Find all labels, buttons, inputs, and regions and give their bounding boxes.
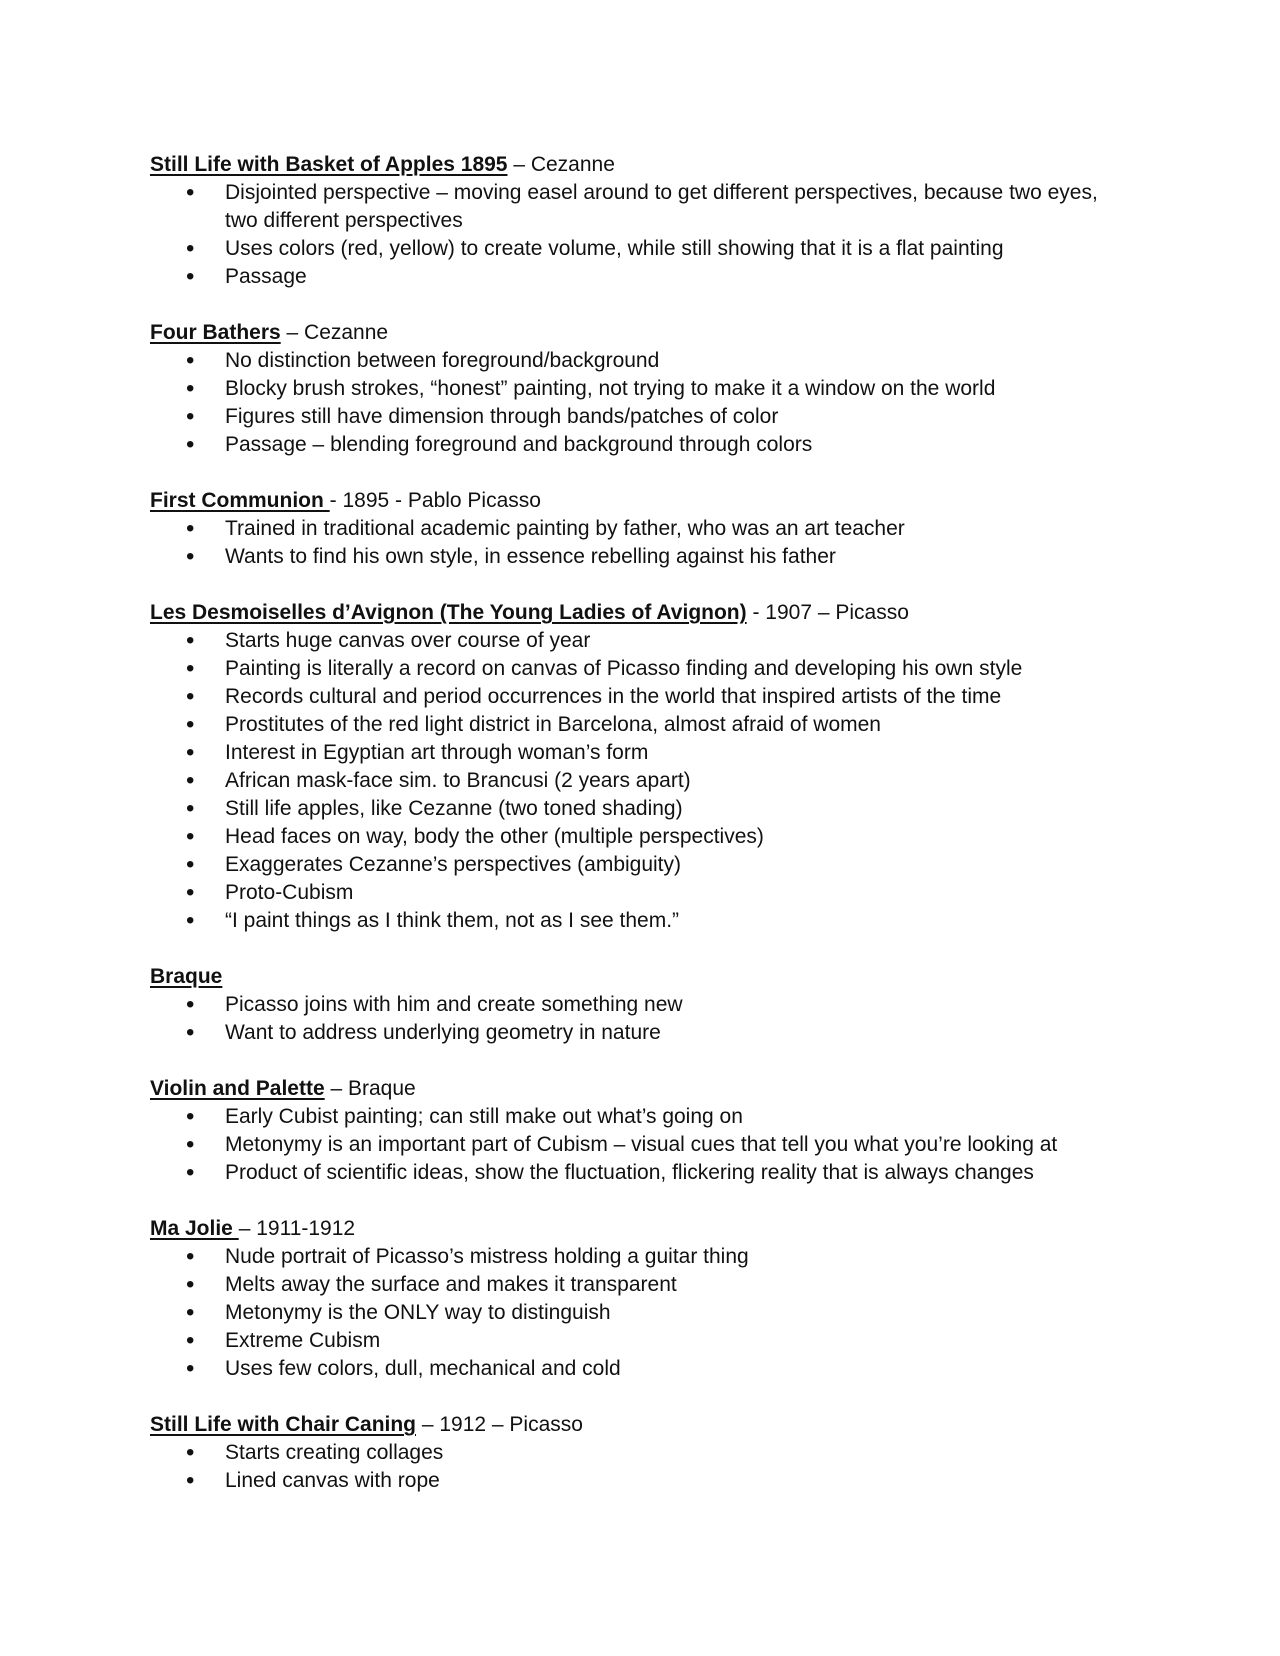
- section-still-life-chair-caning: [150, 1411, 1110, 1495]
- list-item: • African mask-face sim. to Brancusi (2 years apart): [150, 767, 1110, 795]
- section-heading: [150, 487, 1110, 515]
- list-item: • Uses few colors, dull, mechanical and cold: [150, 1355, 1110, 1383]
- artwork-title: Still Life with Basket of Apples 1895: [150, 153, 508, 176]
- section-heading: [150, 1411, 1110, 1439]
- list-item: • Painting is literally a record on canvas of Picasso finding and developing his own style: [150, 655, 1110, 683]
- section-first-communion: [150, 487, 1110, 571]
- list-item: • Proto-Cubism: [150, 879, 1110, 907]
- artwork-attribution: – Cezanne: [280, 321, 389, 344]
- bullet-list: [150, 1243, 1110, 1383]
- section-les-desmoiselles: [150, 599, 1110, 935]
- section-heading: [150, 599, 1110, 627]
- bullet-list: [150, 347, 1110, 459]
- section-still-life-basket-apples: [150, 151, 1110, 291]
- artwork-title: Braque: [150, 965, 223, 988]
- list-item: • Prostitutes of the red light district in Barcelona, almost afraid of women: [150, 711, 1110, 739]
- list-item: • Records cultural and period occurrences in the world that inspired artists of the time: [150, 683, 1110, 711]
- section-four-bathers: [150, 319, 1110, 459]
- artwork-title: Violin and Palette: [150, 1077, 325, 1100]
- list-item: • Melts away the surface and makes it transparent: [150, 1271, 1110, 1299]
- list-item: • Trained in traditional academic painting by father, who was an art teacher: [150, 515, 1110, 543]
- section-heading: [150, 963, 1110, 991]
- list-item: • Exaggerates Cezanne’s perspectives (ambiguity): [150, 851, 1110, 879]
- list-item: • Passage – blending foreground and background through colors: [150, 431, 1110, 459]
- bullet-list: [150, 991, 1110, 1047]
- list-item: • Nude portrait of Picasso’s mistress holding a guitar thing: [150, 1243, 1110, 1271]
- artwork-attribution: – Braque: [324, 1077, 416, 1100]
- document-page: [150, 151, 1110, 1523]
- list-item: • Starts creating collages: [150, 1439, 1110, 1467]
- list-item: • Metonymy is the ONLY way to distinguish: [150, 1299, 1110, 1327]
- bullet-list: [150, 627, 1110, 935]
- bullet-list: [150, 1439, 1110, 1495]
- list-item: • Disjointed perspective – moving easel around to get different perspectives, because two eyes, two different perspectives: [150, 179, 1110, 235]
- artwork-title: Les Desmoiselles d’Avignon (The Young Ladies of Avignon): [150, 601, 747, 624]
- artwork-attribution: – 1911-1912: [238, 1217, 356, 1240]
- artwork-attribution: - 1907 – Picasso: [746, 601, 909, 624]
- list-item: • No distinction between foreground/background: [150, 347, 1110, 375]
- list-item: • “I paint things as I think them, not as I see them.”: [150, 907, 1110, 935]
- list-item: • Interest in Egyptian art through woman’s form: [150, 739, 1110, 767]
- artwork-attribution: – 1912 – Picasso: [416, 1413, 583, 1436]
- artwork-attribution: - 1895 - Pablo Picasso: [329, 489, 541, 512]
- list-item: • Metonymy is an important part of Cubism – visual cues that tell you what you’re looking at: [150, 1131, 1110, 1159]
- artwork-title: First Communion: [150, 489, 330, 512]
- bullet-list: [150, 515, 1110, 571]
- list-item: • Early Cubist painting; can still make out what’s going on: [150, 1103, 1110, 1131]
- list-item: • Wants to find his own style, in essence rebelling against his father: [150, 543, 1110, 571]
- list-item: • Head faces on way, body the other (multiple perspectives): [150, 823, 1110, 851]
- list-item: • Starts huge canvas over course of year: [150, 627, 1110, 655]
- list-item: • Passage: [150, 263, 1110, 291]
- section-heading: [150, 1075, 1110, 1103]
- list-item: • Figures still have dimension through bands/patches of color: [150, 403, 1110, 431]
- section-braque: [150, 963, 1110, 1047]
- section-violin-and-palette: [150, 1075, 1110, 1187]
- section-heading: [150, 319, 1110, 347]
- list-item: • Want to address underlying geometry in nature: [150, 1019, 1110, 1047]
- list-item: • Extreme Cubism: [150, 1327, 1110, 1355]
- section-heading: [150, 151, 1110, 179]
- artwork-title: Ma Jolie: [150, 1217, 239, 1240]
- list-item: • Uses colors (red, yellow) to create volume, while still showing that it is a flat painting: [150, 235, 1110, 263]
- list-item: • Still life apples, like Cezanne (two toned shading): [150, 795, 1110, 823]
- artwork-title: Four Bathers: [150, 321, 281, 344]
- artwork-attribution: – Cezanne: [507, 153, 615, 176]
- list-item: • Blocky brush strokes, “honest” painting, not trying to make it a window on the world: [150, 375, 1110, 403]
- artwork-title: Still Life with Chair Caning: [150, 1413, 417, 1436]
- list-item: • Picasso joins with him and create something new: [150, 991, 1110, 1019]
- section-heading: [150, 1215, 1110, 1243]
- list-item: • Lined canvas with rope: [150, 1467, 1110, 1495]
- bullet-list: [150, 179, 1110, 291]
- bullet-list: [150, 1103, 1110, 1187]
- list-item: • Product of scientific ideas, show the fluctuation, flickering reality that is always changes: [150, 1159, 1110, 1187]
- section-ma-jolie: [150, 1215, 1110, 1383]
